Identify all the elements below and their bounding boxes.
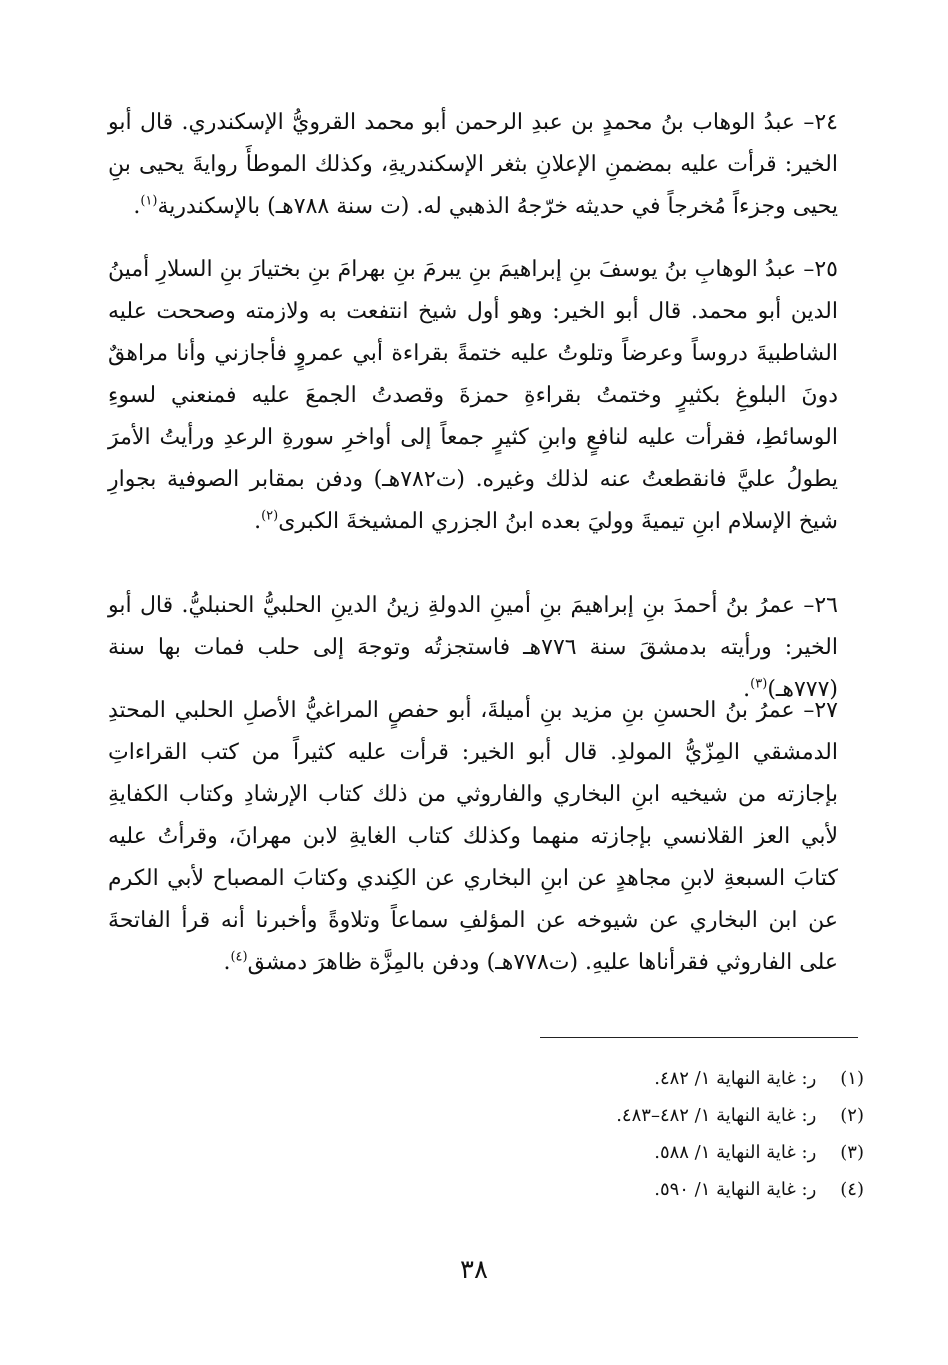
biography-entry-27 <box>108 690 838 984</box>
footnote-text: ر: غاية النهاية ١/ ٥٨٨. <box>654 1142 817 1163</box>
biography-entry-25 <box>108 249 838 543</box>
footnote-divider <box>540 1037 858 1038</box>
entry-tail: . <box>223 950 231 975</box>
footnote-ref: (١) <box>140 193 158 209</box>
footnote-item <box>464 1097 864 1134</box>
entry-number: ٢٧– <box>803 698 838 723</box>
footnote-number: (٣) <box>840 1142 864 1163</box>
entry-tail: . <box>743 677 751 702</box>
footnote-ref: (٤) <box>230 949 248 965</box>
footnote-ref: (٣) <box>750 676 768 692</box>
footnote-text: ر: غاية النهاية ١/ ٥٩٠. <box>654 1179 817 1200</box>
entry-number: ٢٥– <box>803 257 838 282</box>
footnote-number: (١) <box>840 1068 864 1089</box>
entry-text: عبدُ الوهابِ بنُ يوسفَ بنِ إبراهيمَ بنِ يبرمَ بنِ بهرامَ بنِ بختيارَ بنِ السلارِ أمينُ الدين أبو محمد. قال أبو الخير: وهو أول شيخ انتفعت به ولازمته وصححت عليه الشاطبيةَ دروساً وعرضاً وتلوتُ عليه ختمةً بقراءة أبي عمروٍ فأجازني وأنا مراهقٌ دونَ البلوغِ بكثيرٍ وختمتُ بقراءةِ حمزةَ وقصدتُ الجمعَ عليه فمنعني لسوءِ الوسائطِ، فقرأت عليه لنافعٍ وابنِ كثيرٍ جمعاً إلى أواخرِ سورةِ الرعدِ ورأيتُ الأمرَ يطولُ عليَّ فانقطعتُ عنه لذلك وغيره. (ت٧٨٢هـ) ودفن بمقابر الصوفية بجوارِ شيخ الإسلام ابنِ تيميةَ ووليَ بعده ابنُ الجزري المشيخةَ الكبرى <box>108 257 838 534</box>
entry-number: ٢٦– <box>803 593 838 618</box>
footnotes-list <box>464 1060 864 1208</box>
footnote-item <box>464 1171 864 1208</box>
footnote-number: (٢) <box>840 1105 864 1126</box>
biography-entry-24 <box>108 102 838 228</box>
footnote-ref: (٢) <box>261 508 279 524</box>
entry-tail: . <box>254 509 262 534</box>
footnote-text: ر: غاية النهاية ١/ ٤٨٢. <box>654 1068 817 1089</box>
footnote-item <box>464 1134 864 1171</box>
page-number: ٣٨ <box>460 1255 488 1285</box>
footnote-item <box>464 1060 864 1097</box>
footnote-number: (٤) <box>840 1179 864 1200</box>
entry-number: ٢٤– <box>803 110 838 135</box>
entry-text: عمرُ بنُ أحمدَ بنِ إبراهيمَ بنِ أمينِ الدولةِ زينُ الدينِ الحلبيُّ الحنبليُّ. قال أبو الخير: ورأيته بدمشقَ سنة ٧٧٦هـ فاستجزتُه وتوجهَ إلى حلب فمات بها سنة (٧٧٧هـ) <box>108 593 838 702</box>
footnote-text: ر: غاية النهاية ١/ ٤٨٢–٤٨٣. <box>616 1105 817 1126</box>
entry-text: عبدُ الوهاب بنُ محمدٍ بن عبدِ الرحمن أبو محمد القرويُّ الإسكندري. قال أبو الخير: قرأت عليه بمضمنِ الإعلانِ بثغر الإسكندريةِ، وكذلك الموطأَ روايةَ يحيى بنِ يحيى وجزءاً مُخرجاً في حديثه خرّجهُ الذهبي له. (ت سنة ٧٨٨هـ) بالإسكندرية <box>108 110 838 219</box>
entry-text: عمرُ بنُ الحسنِ بنِ مزيد بنِ أميلةَ، أبو حفصٍ المراغيُّ الأصلِ الحلبي المحتدِ الدمشقي المِزّيُّ المولدِ. قال أبو الخير: قرأت عليه كثيراً من كتب القراءاتِ بإجازته من شيخيه ابنِ البخاري والفاروثي من ذلك كتاب الإرشادِ وكتاب الكفايةِ لأبي العز القلانسي بإجازته منهما وكذلك كتاب الغايةِ لابن مهرانَ، وقرأتُ عليه كتابَ السبعةِ لابنِ مجاهدٍ عن ابنِ البخاري عن الكِندي وكتابَ المصباح لأبي الكرم عن ابن البخاري عن شيوخه عن المؤلفِ سماعاً وتلاوةً وأخبرنا أنه قرأ الفاتحةَ على الفاروثي فقرأناها عليهِ. (ت٧٧٨هـ) ودفن بالمِزَّة ظاهرَ دمشق <box>108 698 838 975</box>
entry-tail: . <box>133 194 141 219</box>
